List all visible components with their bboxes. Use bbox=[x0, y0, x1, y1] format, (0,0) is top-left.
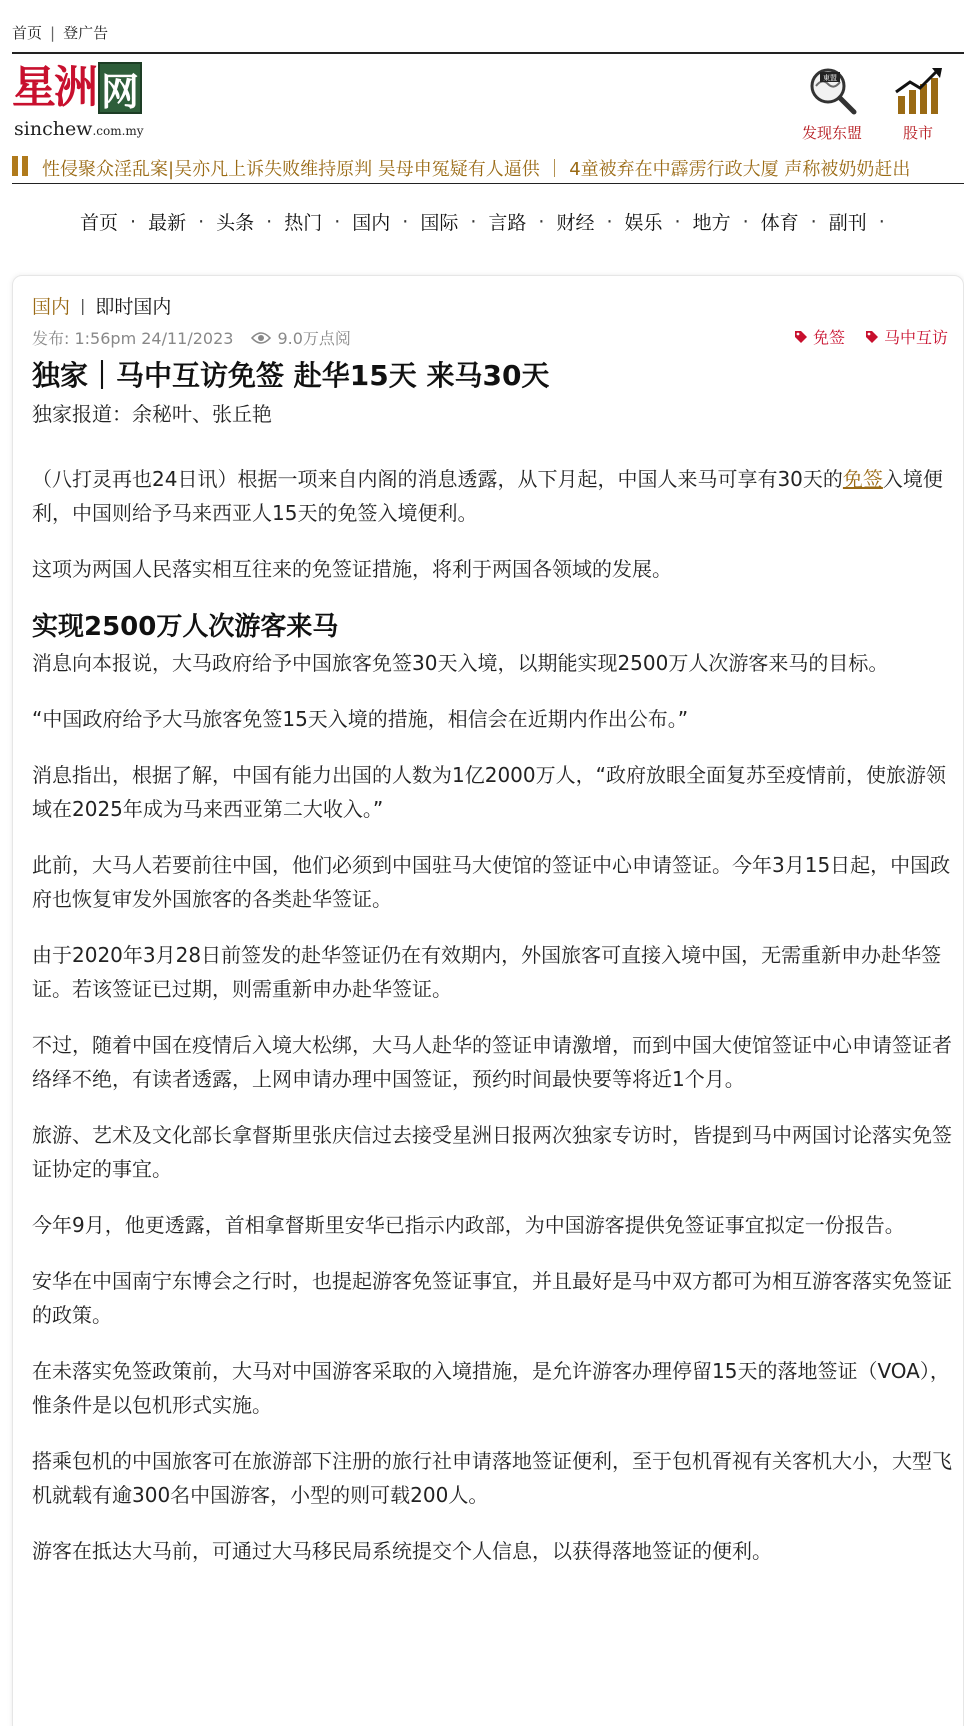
article-body bbox=[32, 462, 952, 1590]
view-count-text: 9.0万点阅 bbox=[277, 329, 351, 348]
nav-item-finance[interactable]: 财经 bbox=[556, 212, 595, 234]
tag-icon bbox=[865, 330, 879, 344]
breadcrumb: 国内 | 即时国内 bbox=[32, 292, 171, 319]
top-separator: | bbox=[50, 23, 56, 42]
nav-item-international[interactable]: 国际 bbox=[420, 212, 459, 234]
article-paragraph: 在未落实免签政策前，大马对中国游客采取的入境措施，是允许游客办理停留15天的落地签证（VOA），惟条件是以包机形式实施。 bbox=[32, 1359, 950, 1417]
article-paragraph: 消息向本报说，大马政府给予中国旅客免签30天入境，以期能实现2500万人次游客来马的目标。 bbox=[32, 651, 889, 675]
ticker-text[interactable]: 性侵聚众淫乱案|吴亦凡上诉失败维持原判 吴母申冤疑有人逼供 ｜ 4童被弃在中霹雳行政大厦 声称被奶奶赶出 bbox=[42, 159, 911, 180]
article-paragraph: 由于2020年3月28日前签发的赴华签证仍在有效期内，外国旅客可直接入境中国，无需重新申办赴华签证。若该签证已过期，则需重新申办赴华签证。 bbox=[32, 943, 942, 1001]
article-paragraph: 消息指出，根据了解，中国有能力出国的人数为1亿2000万人，“政府放眼全面复苏至疫情前，使旅游领域在2025年成为马来西亚第二大收入。” bbox=[32, 763, 946, 821]
article-paragraph: 旅游、艺术及文化部长拿督斯里张庆信过去接受星洲日报两次独家专访时，皆提到马中两国讨论落实免签证协定的事宜。 bbox=[32, 1123, 952, 1181]
nav-item-popular[interactable]: 热门 bbox=[284, 212, 323, 234]
view-count bbox=[251, 326, 350, 349]
stock-market-link[interactable] bbox=[888, 66, 948, 143]
nav-item-local[interactable]: 地方 bbox=[692, 212, 731, 234]
top-home-link[interactable]: 首页 bbox=[12, 24, 43, 42]
article-paragraph: 不过，随着中国在疫情后入境大松绑，大马人赴华的签证申请激增，而到中国大使馆签证中心申请签证者络绎不绝，有读者透露，上网申请办理中国签证，预约时间最快要等将近1个月。 bbox=[32, 1033, 952, 1091]
visa-free-link[interactable]: 免签 bbox=[842, 467, 883, 491]
stock-chart-icon bbox=[888, 66, 948, 116]
news-ticker[interactable] bbox=[12, 150, 964, 184]
article-byline: 独家报道：余秘叶、张丘艳 bbox=[32, 402, 272, 426]
article-paragraph: 此前，大马人若要前往中国，他们必须到中国驻马大使馆的签证中心申请签证。今年3月15日起，中国政府也恢复审发外国旅客的各类赴华签证。 bbox=[32, 853, 951, 911]
site-logo[interactable] bbox=[12, 60, 142, 140]
nav-item-supplement[interactable]: 副刊 bbox=[828, 212, 867, 234]
nav-item-entertainment[interactable]: 娱乐 bbox=[624, 212, 663, 234]
top-ads-link[interactable]: 登广告 bbox=[63, 24, 109, 42]
article-paragraph: 安华在中国南宁东博会之行时，也提起游客免签证事宜，并且最好是马中双方都可为相互游客落实免签证的政策。 bbox=[32, 1269, 952, 1327]
article-paragraph: “中国政府给予大马旅客免签15天入境的措施，相信会在近期内作出公布。” bbox=[32, 707, 689, 731]
nav-item-home[interactable]: 首页 bbox=[80, 212, 119, 234]
article-paragraph: 游客在抵达大马前，可通过大马移民局系统提交个人信息，以获得落地签证的便利。 bbox=[32, 1539, 772, 1563]
nav-item-domestic[interactable]: 国内 bbox=[352, 212, 391, 234]
nav-item-opinion[interactable]: 言路 bbox=[488, 212, 527, 234]
top-divider bbox=[12, 52, 964, 54]
discover-asean-link[interactable] bbox=[792, 66, 872, 143]
article-tags bbox=[794, 325, 948, 348]
article-paragraph: 搭乘包机的中国旅客可在旅游部下注册的旅行社申请落地签证便利，至于包机胥视有关客机大小，大型飞机就载有逾300名中国游客，小型的则可载200人。 bbox=[32, 1449, 952, 1507]
logo-chinese-text: 星洲 bbox=[12, 62, 96, 113]
article-title: 独家｜马中互访免签 赴华15天 来马30天 bbox=[32, 359, 550, 392]
main-nav: 首页 · 最新 · 头条 · 热门 · 国内 · 国际 · 言路 · 财经 · 娱乐 · 地方 · 体育 · 副刊 · bbox=[80, 208, 897, 235]
breadcrumb-category[interactable]: 国内 bbox=[32, 296, 71, 318]
article-meta bbox=[32, 326, 351, 349]
tag-mutual-visit[interactable] bbox=[865, 325, 948, 348]
nav-item-sports[interactable]: 体育 bbox=[760, 212, 799, 234]
tag-icon bbox=[794, 330, 808, 344]
nav-item-headlines[interactable]: 头条 bbox=[216, 212, 255, 234]
tag-visa-free[interactable] bbox=[794, 325, 845, 348]
tag-label: 免签 bbox=[812, 328, 845, 347]
article-subheading: 实现2500万人次游客来马 bbox=[32, 612, 339, 642]
magnifier-icon bbox=[802, 66, 862, 116]
article-paragraph: （八打灵再也24日讯）根据一项来自内阁的消息透露，从下月起，中国人来马可享有30天的免签入境便利，中国则给予马来西亚人15天的免签入境便利。 bbox=[32, 467, 943, 525]
discover-asean-label: 发现东盟 bbox=[801, 124, 862, 142]
tag-label: 马中互访 bbox=[883, 328, 948, 347]
logo-english-text: sinchew.com.my bbox=[14, 118, 144, 140]
article-paragraph: 这项为两国人民落实相互往来的免签证措施，将利于两国各领域的发展。 bbox=[32, 557, 672, 581]
ticker-pause-icon[interactable] bbox=[12, 156, 28, 176]
top-bar bbox=[12, 22, 108, 43]
stock-market-label: 股市 bbox=[902, 124, 933, 142]
logo-box-text: 网 bbox=[98, 62, 142, 114]
asean-badge-text: 東盟 bbox=[823, 74, 837, 82]
breadcrumb-subcategory[interactable]: 即时国内 bbox=[95, 296, 172, 318]
article-paragraph: 今年9月，他更透露，首相拿督斯里安华已指示内政部，为中国游客提供免签证事宜拟定一份报告。 bbox=[32, 1213, 905, 1237]
eye-icon bbox=[251, 331, 271, 345]
nav-item-latest[interactable]: 最新 bbox=[148, 212, 187, 234]
publish-time: 发布: 1:56pm 24/11/2023 bbox=[32, 329, 234, 348]
